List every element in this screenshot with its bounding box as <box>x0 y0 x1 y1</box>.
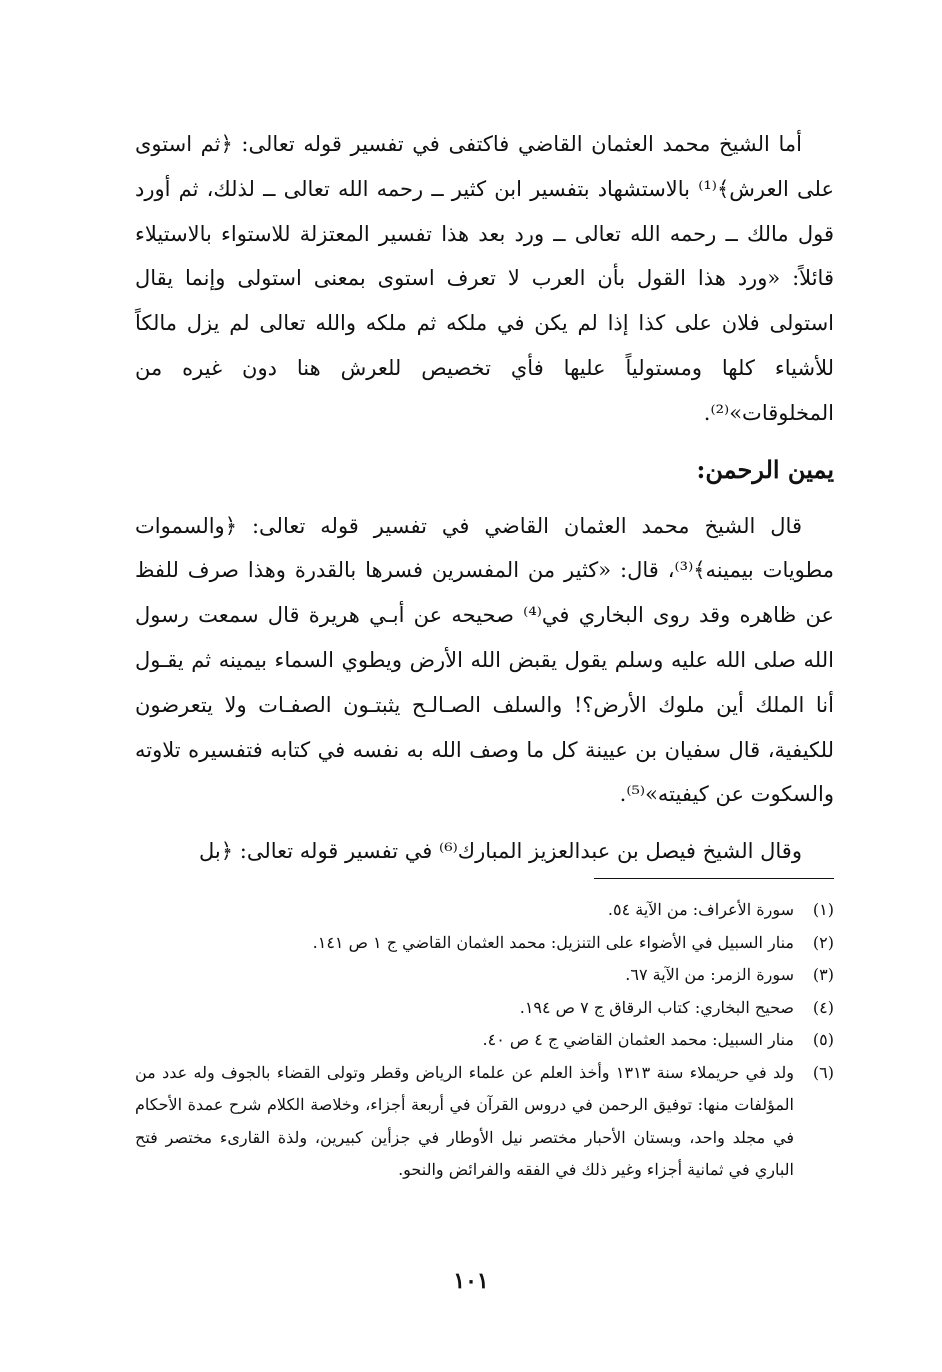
footnote-separator <box>594 878 834 879</box>
footnote-text: سورة الأعراف: من الآية ٥٤. <box>607 900 794 919</box>
paragraph-faisal: وقال الشيخ فيصل بن عبدالعزيز المبارك⁽⁶⁾ في تفسير قوله تعالى: ﴿بل <box>199 839 802 864</box>
footnote-text: سورة الزمر: من الآية ٦٧. <box>625 965 794 984</box>
footnote-text: منار السبيل: محمد العثمان القاضي ج ٤ ص ٤٠. <box>482 1030 794 1049</box>
footnote <box>135 927 834 960</box>
paragraph-yamin: قال الشيخ محمد العثمان القاضي في تفسير قوله تعالى: ﴿والسموات مطويات بيمينه﴾⁽³⁾، قال: «كثير من المفسرين فسرها بالقدرة وهذا صرف للفظ عن ظاهره وقد روى البخاري في⁽⁴⁾ صحيحه عن أبـي هريرة قال سمعت رسول الله صلى الله عليه وسلم يقول يقبض الله الأرض ويطوي السماء بيمينه ثم يقـول أنا الملك أين ملوك الأرض؟! والسلف الصـالـح يثبتـون الصفـات ولا يتعرضون للكيفية، قال سفيان بن عيينة كل ما وصف الله به نفسه في كتابه فتفسيره تلاوته والسكوت عن كيفيته»⁽⁵⁾. <box>135 513 835 807</box>
section-heading: يمين الرحمن: <box>696 454 834 484</box>
footnote-text: ولد في حريملاء سنة ١٣١٣ وأخذ العلم عن علماء الرياض وقطر وتولى القضاء بالجوف وله عدد من المؤلفات منها: توفيق الرحمن في دروس القرآن في أربعة أجزاء، وخلاصة الكلام شرح عمدة الأحكام في مجلد واحد، وبستان الأحبار مختصر نيل الأوطار في جزأين كبيرين، ولذة القارىء مختصر فتح الباري في ثمانية أجزاء وغير ذلك في الفقه والفرائض والنحو. <box>135 1062 794 1179</box>
footnote-text: منار السبيل في الأضواء على التنزيل: محمد العثمان القاضي ج ١ ص ١٤١. <box>312 932 794 952</box>
footnote-number: (١) <box>812 900 834 919</box>
footnote <box>135 992 834 1025</box>
footnote <box>135 1024 834 1057</box>
page-number: ١٠١ <box>453 1268 489 1294</box>
footnote-number: (٦) <box>812 1062 834 1082</box>
main-text <box>135 122 834 874</box>
paragraph-istiwa: أما الشيخ محمد العثمان القاضي فاكتفى في تفسير قوله تعالى: ﴿ثم استوى على العرش﴾⁽¹⁾ بالاستشهاد بتفسير ابن كثير ــ رحمه الله تعالى ــ لذلك، ثم أورد قول مالك ــ رحمه الله تعالى ــ ورد بعد هذا تفسير المعتزلة للاستواء بالاستيلاء قائلاً: «ورد هذا القول بأن العرب لا تعرف استوى بمعنى استولى وإنما يقال استولى فلان على كذا إذا لم يكن في ملكه ثم ملكه والله تعالى لم يزل مالكاً للأشياء كلها ومستولياً عليها فأي تخصيص للعرش هنا دون غيره من المخلوقات»⁽²⁾. <box>135 132 834 425</box>
footnote-number: (٣) <box>812 965 834 984</box>
footnote-number: (٤) <box>812 997 834 1017</box>
footnote-text: صحيح البخاري: كتاب الرقاق ج ٧ ص ١٩٤. <box>519 997 794 1017</box>
footnote <box>135 894 834 927</box>
footnote-number: (٥) <box>812 1030 834 1049</box>
footnotes <box>135 894 834 1187</box>
footnote <box>135 1057 834 1187</box>
footnote-number: (٢) <box>812 932 834 952</box>
footnote <box>135 959 834 992</box>
